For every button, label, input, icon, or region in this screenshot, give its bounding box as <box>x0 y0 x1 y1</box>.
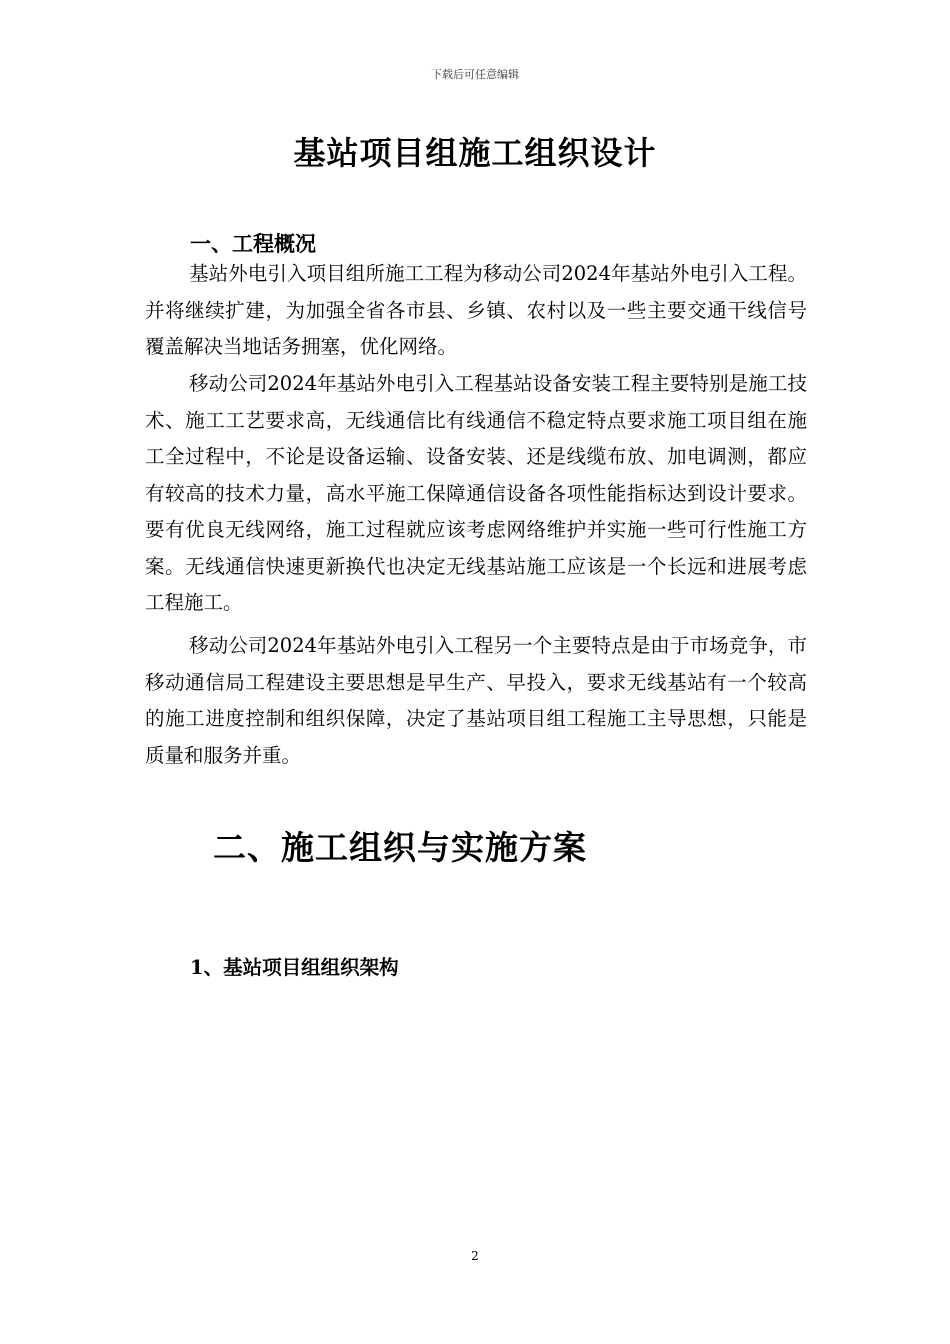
subsection-heading-org-structure: 1、基站项目组组织架构 <box>190 956 399 979</box>
page-number: 2 <box>471 1249 479 1263</box>
overview-paragraph-2: 移动公司2024年基站外电引入工程基站设备安装工程主要特别是施工技术、施工工艺要求高，无线通信比有线通信不稳定特点要求施工项目组在施工全过程中，不论是设备运输、设备安装、还是线缆布放、加电调测，都应有较高的技术力量，高水平施工保障通信设备各项性能指标达到设计要求。要有优良无线网络，施工过程就应该考虑网络维护并实施一些可行性施工方案。无线通信快速更新换代也决定无线基站施工应该是一个长远和进展考虑工程施工。 <box>145 372 807 614</box>
overview-paragraph-3: 移动公司2024年基站外电引入工程另一个主要特点是由于市场竞争，市移动通信局工程建设主要思想是早生产、早投入，要求无线基站有一个较高的施工进度控制和组织保障，决定了基站项目组工程施工主导思想，只能是质量和服务并重。 <box>145 634 807 767</box>
page-header-note: 下载后可任意编辑 <box>431 68 519 81</box>
overview-paragraph-1: 基站外电引入项目组所施工工程为移动公司2024年基站外电引入工程。并将继续扩建，为加强全省各市县、乡镇、农村以及一些主要交通干线信号覆盖解决当地话务拥塞，优化网络。 <box>145 262 807 358</box>
document-title: 基站项目组施工组织设计 <box>293 134 657 172</box>
section-heading-construction-plan: 二、施工组织与实施方案 <box>213 828 587 867</box>
section-heading-overview: 一、工程概况 <box>190 232 316 256</box>
